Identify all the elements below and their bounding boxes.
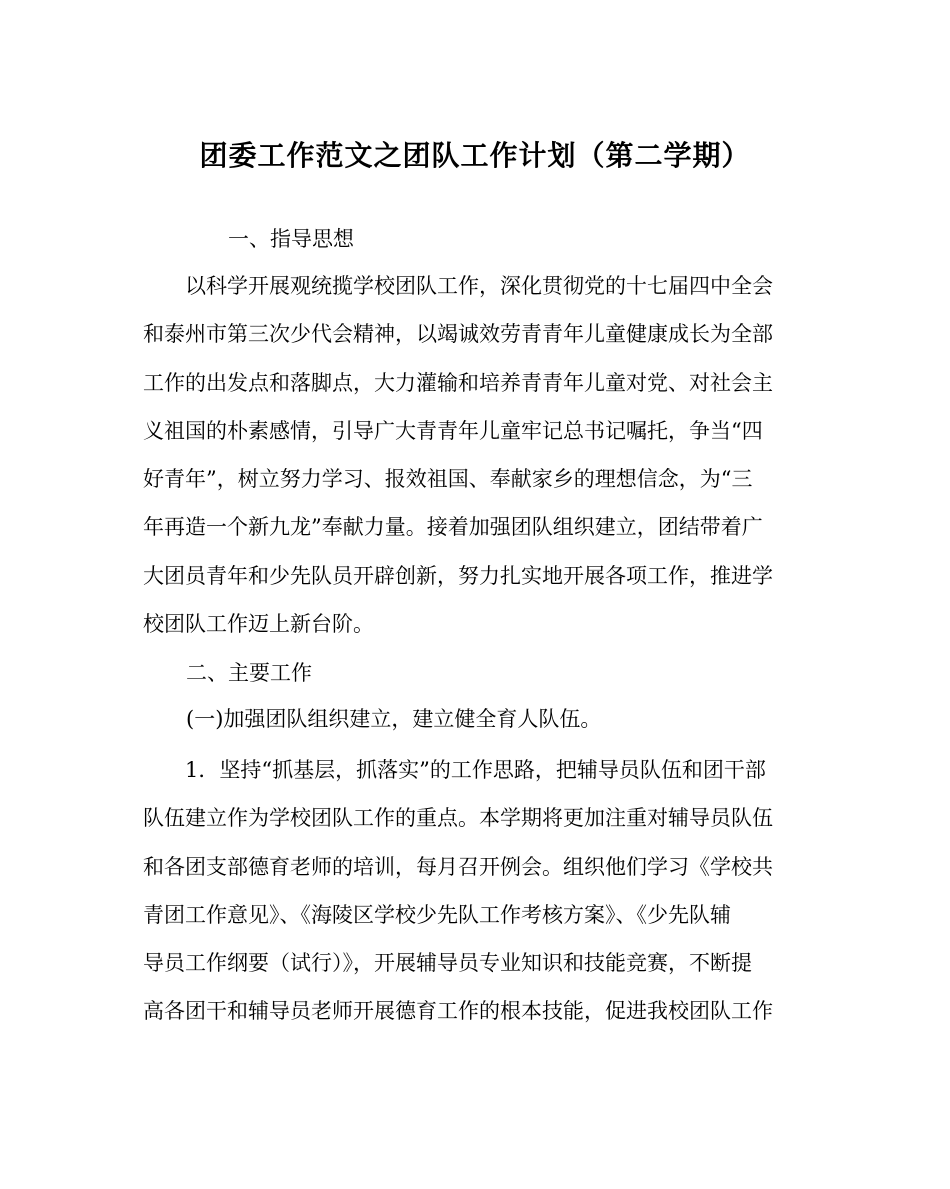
paragraph-line: 青团工作意见》、《海陵区学校少先队工作考核方案》、《少先队辅 bbox=[143, 902, 731, 927]
paragraph-guiding-thought bbox=[143, 262, 823, 648]
paragraph-line: 好青年”，树立努力学习、报效祖国、奉献家乡的理想信念，为“三 bbox=[143, 467, 753, 492]
paragraph-line: 高各团干和辅导员老师开展德育工作的根本技能，促进我校团队工作 bbox=[143, 999, 773, 1024]
paragraph-line: 导员工作纲要（试行）》，开展辅导员专业知识和技能竞赛，不断提 bbox=[143, 951, 752, 976]
paragraph-line: 和泰州市第三次少代会精神，以竭诚效劳青青年儿童健康成长为全部 bbox=[143, 322, 773, 347]
paragraph-line: 义祖国的朴素感情，引导广大青青年儿童牢记总书记嘱托，争当“四 bbox=[143, 418, 763, 443]
paragraph-line: 工作的出发点和落脚点，大力灌输和培养青青年儿童对党、对社会主 bbox=[143, 370, 773, 395]
paragraph-line: 年再造一个新九龙”奉献力量。接着加强团队组织建立，团结带着广 bbox=[143, 515, 763, 540]
subsection-heading-organization: (一)加强团队组织建立，建立健全育人队伍。 bbox=[186, 707, 602, 731]
paragraph-item-1 bbox=[143, 746, 823, 1036]
paragraph-line: 大团员青年和少先队员开辟创新，努力扎实地开展各项工作，推进学 bbox=[143, 563, 773, 588]
paragraph-line: 和各团支部德育老师的培训，每月召开例会。组织他们学习《学校共 bbox=[143, 854, 773, 879]
paragraph-line: 以科学开展观统揽学校团队工作，深化贯彻党的十七届四中全会 bbox=[185, 274, 773, 298]
paragraph-line: 校团队工作迈上新台阶。 bbox=[143, 612, 374, 637]
section-heading-main-work: 二、主要工作 bbox=[186, 661, 312, 685]
document-title: 团委工作范文之团队工作计划（第二学期） bbox=[199, 139, 751, 172]
paragraph-line: 队伍建立作为学校团队工作的重点。本学期将更加注重对辅导员队伍 bbox=[143, 806, 773, 831]
paragraph-line: 1．坚持“抓基层，抓落实”的工作思路，把辅导员队伍和团干部 bbox=[185, 758, 766, 782]
section-heading-guiding-thought: 一、指导思想 bbox=[228, 227, 354, 251]
